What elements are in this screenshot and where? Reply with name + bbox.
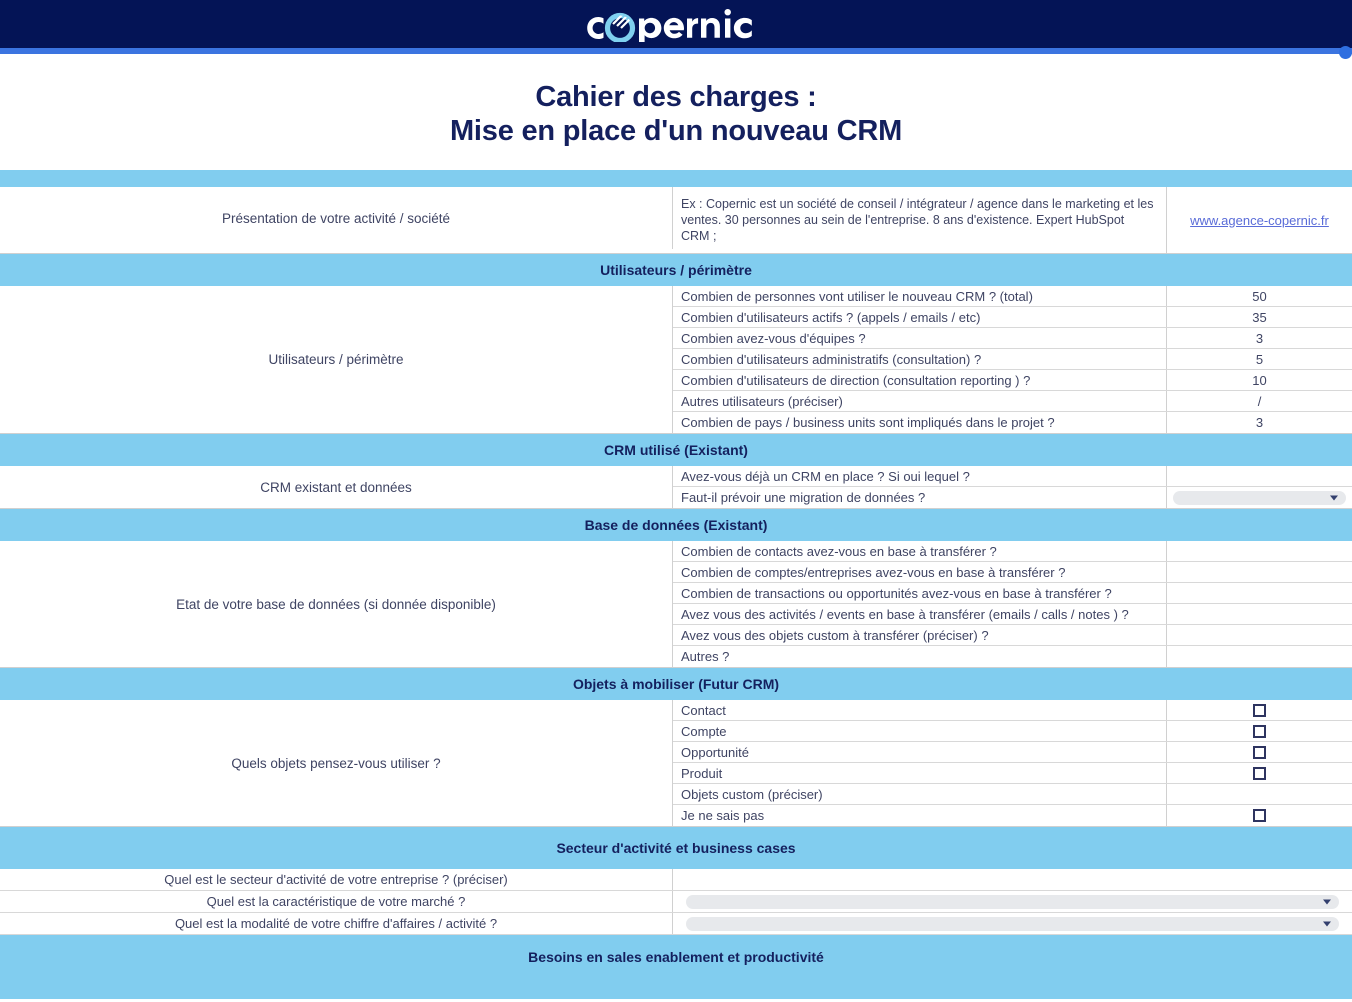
value-cell [1167, 541, 1352, 561]
question-label: Combien avez-vous d'équipes ? [673, 328, 1167, 348]
question-label: Objets custom (préciser) [673, 784, 1167, 804]
dropdown-cell[interactable] [1167, 487, 1352, 508]
question-label: Combien de personnes vont utiliser le nouveau CRM ? (total) [673, 286, 1167, 306]
section-row-label: Etat de votre base de données (si donnée disponible) [0, 541, 673, 667]
sector-row [0, 913, 1352, 935]
dropdown-select[interactable] [686, 917, 1339, 931]
agence-copernic-link[interactable]: www.agence-copernic.fr [1190, 212, 1329, 228]
table-row [673, 412, 1352, 433]
presentation-example: Ex : Copernic est un société de conseil / intégrateur / agence dans le marketing et les ventes. 30 personnes au sein de l'entreprise. 8 ans d'existence. Expert HubSpot CRM ; [673, 187, 1167, 253]
table-row [673, 721, 1352, 742]
value-cell [1167, 625, 1352, 645]
presentation-row [0, 187, 1352, 254]
table-row [673, 328, 1352, 349]
dropdown-select[interactable] [686, 895, 1339, 909]
scroll-handle[interactable] [1339, 46, 1352, 59]
sector-row [0, 869, 1352, 891]
question-label: Je ne sais pas [673, 805, 1167, 826]
question-label: Combien de contacts avez-vous en base à transférer ? [673, 541, 1167, 561]
sections-container [0, 254, 1352, 827]
question-label: Combien de pays / business units sont impliqués dans le projet ? [673, 412, 1167, 433]
sector-row [0, 891, 1352, 913]
question-label: Combien de transactions ou opportunités avez-vous en base à transférer ? [673, 583, 1167, 603]
section-block [0, 466, 1352, 509]
question-label: Produit [673, 763, 1167, 783]
value-cell [1167, 604, 1352, 624]
sector-row-label: Quel est le secteur d'activité de votre entreprise ? (préciser) [0, 869, 673, 890]
section-row-label: Quels objets pensez-vous utiliser ? [0, 700, 673, 826]
value-cell: 35 [1252, 309, 1267, 325]
section-band: Utilisateurs / périmètre [0, 254, 1352, 286]
table-row [673, 370, 1352, 391]
section-block [0, 541, 1352, 668]
value-cell: 10 [1252, 372, 1267, 388]
question-label: Opportunité [673, 742, 1167, 762]
section-band: Base de données (Existant) [0, 509, 1352, 541]
value-cell: 3 [1255, 330, 1264, 346]
copernic-logo [583, 4, 769, 44]
table-row [673, 763, 1352, 784]
page-title-line1: Cahier des charges : [535, 81, 817, 113]
question-label: Compte [673, 721, 1167, 741]
presentation-link[interactable] [1167, 187, 1352, 253]
checkbox-cell[interactable] [1167, 721, 1352, 741]
question-label: Combien d'utilisateurs de direction (consultation reporting ) ? [673, 370, 1167, 390]
section-band: CRM utilisé (Existant) [0, 434, 1352, 466]
question-label: Autres ? [673, 646, 1167, 667]
checkbox-cell[interactable] [1167, 742, 1352, 762]
value-cell [1167, 583, 1352, 603]
chevron-down-icon [1323, 921, 1331, 926]
page-title [0, 54, 1352, 170]
table-row [673, 646, 1352, 667]
table-row [673, 487, 1352, 508]
table-row [673, 349, 1352, 370]
question-stack [673, 286, 1352, 433]
sector-rows-container [0, 869, 1352, 935]
table-row [673, 805, 1352, 826]
chevron-down-icon [1323, 899, 1331, 904]
sector-text-cell[interactable] [673, 869, 1352, 890]
checkbox[interactable] [1253, 746, 1266, 759]
question-stack [673, 466, 1352, 508]
table-row [673, 625, 1352, 646]
table-row [673, 742, 1352, 763]
table-row [673, 466, 1352, 487]
table-row [673, 307, 1352, 328]
checkbox[interactable] [1253, 704, 1266, 717]
requirements-sheet [0, 170, 1352, 999]
value-cell [1167, 646, 1352, 667]
question-label: Avez-vous déjà un CRM en place ? Si oui lequel ? [673, 466, 1167, 486]
value-cell [1167, 562, 1352, 582]
table-row [673, 700, 1352, 721]
table-row [673, 286, 1352, 307]
table-row [673, 583, 1352, 604]
top-spacer-band [0, 170, 1352, 187]
checkbox-cell[interactable] [1167, 763, 1352, 783]
question-label: Avez vous des activités / events en base à transférer (emails / calls / notes ) ? [673, 604, 1167, 624]
section-row-label: CRM existant et données [0, 466, 673, 508]
chevron-down-icon [1330, 495, 1338, 500]
band-secteur: Secteur d'activité et business cases [0, 827, 1352, 869]
value-cell [1167, 784, 1352, 804]
sector-row-label: Quel est la caractéristique de votre marché ? [0, 891, 673, 912]
section-block [0, 286, 1352, 434]
question-label: Combien d'utilisateurs administratifs (consultation) ? [673, 349, 1167, 369]
question-label: Combien de comptes/entreprises avez-vous en base à transférer ? [673, 562, 1167, 582]
checkbox[interactable] [1253, 767, 1266, 780]
value-cell [1167, 466, 1352, 486]
table-row [673, 541, 1352, 562]
sector-row-label: Quel est la modalité de votre chiffre d'affaires / activité ? [0, 913, 673, 934]
table-row [673, 604, 1352, 625]
accent-bar [0, 48, 1352, 54]
question-label: Avez vous des objets custom à transférer (préciser) ? [673, 625, 1167, 645]
sector-dropdown-cell[interactable] [673, 913, 1352, 934]
table-row [673, 784, 1352, 805]
section-band: Objets à mobiliser (Futur CRM) [0, 668, 1352, 700]
checkbox[interactable] [1253, 725, 1266, 738]
checkbox-cell[interactable] [1167, 700, 1352, 720]
value-cell: / [1257, 393, 1262, 409]
value-cell: 5 [1255, 351, 1264, 367]
presentation-label: Présentation de votre activité / société [0, 187, 673, 249]
app-header [0, 0, 1352, 48]
question-label: Autres utilisateurs (préciser) [673, 391, 1167, 411]
question-label: Combien d'utilisateurs actifs ? (appels / emails / etc) [673, 307, 1167, 327]
question-stack [673, 700, 1352, 826]
table-row [673, 562, 1352, 583]
question-label: Contact [673, 700, 1167, 720]
band-besoins: Besoins en sales enablement et productivité [0, 935, 1352, 979]
table-row [673, 391, 1352, 412]
section-block [0, 700, 1352, 827]
checkbox[interactable] [1253, 809, 1266, 822]
question-label: Faut-il prévoir une migration de données ? [673, 487, 1167, 508]
footer-band-filler [0, 979, 1352, 999]
question-stack [673, 541, 1352, 667]
page-title-line2: Mise en place d'un nouveau CRM [449, 115, 903, 147]
section-row-label: Utilisateurs / périmètre [0, 286, 673, 433]
dropdown-select[interactable] [1173, 491, 1346, 505]
value-cell: 50 [1252, 288, 1267, 304]
value-cell: 3 [1255, 415, 1264, 430]
sector-dropdown-cell[interactable] [673, 891, 1352, 912]
checkbox-cell[interactable] [1167, 805, 1352, 826]
